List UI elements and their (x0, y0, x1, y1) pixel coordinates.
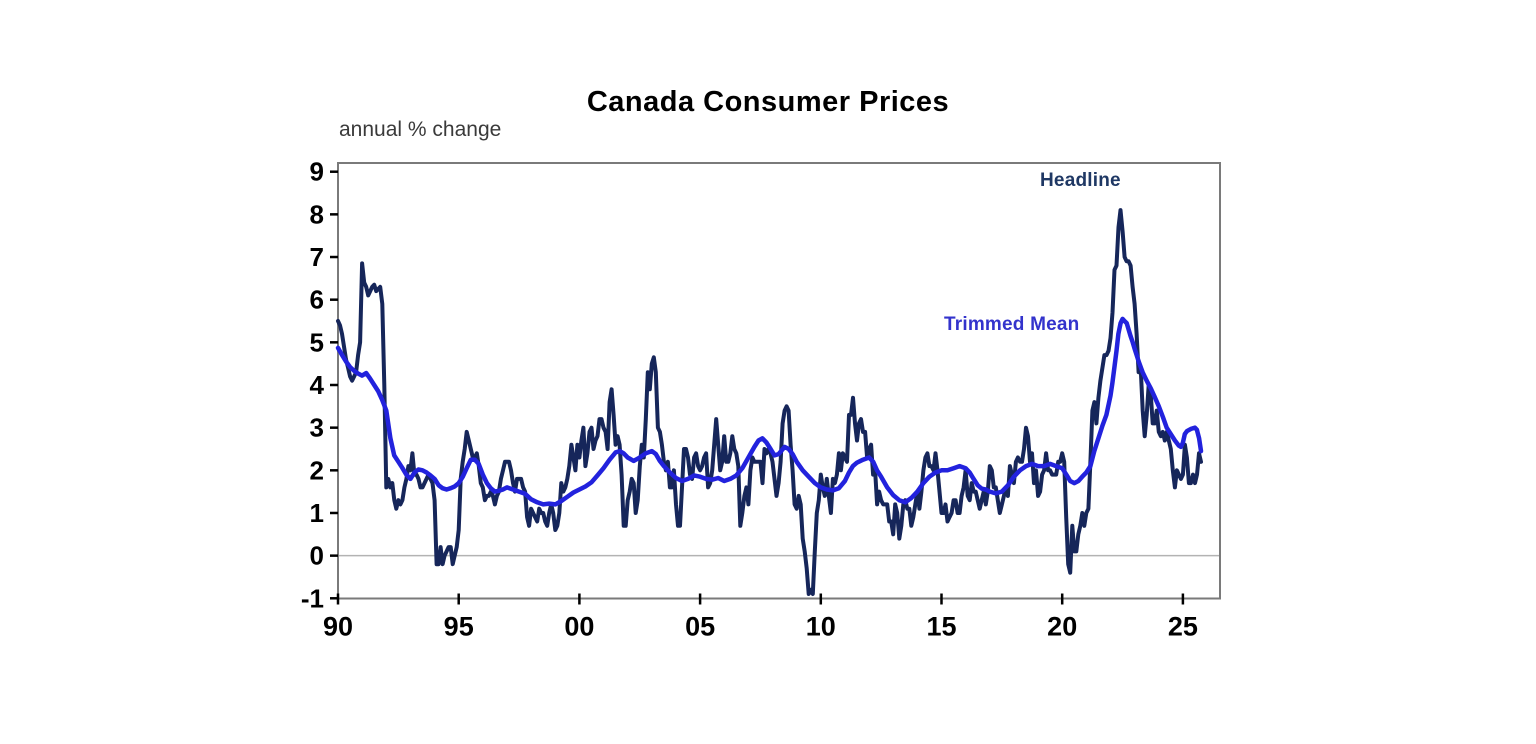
y-tick-label: 5 (309, 327, 324, 358)
x-tick-label: 90 (322, 611, 354, 642)
y-tick-label: 1 (309, 497, 324, 528)
legend-headline-label: Headline (1040, 170, 1121, 191)
y-tick-label: 7 (309, 242, 324, 273)
y-tick-label: 3 (309, 412, 324, 443)
y-tick-label: 0 (309, 540, 324, 571)
y-tick-label: 2 (309, 455, 324, 486)
trimmed-mean-series-line (338, 319, 1201, 505)
plot-frame (338, 163, 1220, 599)
axis-units-label: annual % change (339, 118, 502, 141)
x-tick-label: 00 (564, 611, 595, 642)
x-tick-label: 05 (685, 611, 716, 642)
y-tick-label: 4 (309, 370, 324, 400)
y-tick-label: 6 (309, 284, 324, 315)
y-tick-label: 8 (309, 199, 324, 230)
y-tick-label: -1 (300, 583, 324, 614)
x-tick-label: 95 (443, 611, 474, 642)
x-tick-label: 15 (926, 611, 957, 642)
headline-series-line (338, 210, 1201, 594)
page-title: Canada Consumer Prices (586, 86, 950, 118)
x-tick-label: 20 (1047, 611, 1078, 642)
y-tick-label: 9 (309, 156, 324, 187)
x-tick-label: 25 (1167, 611, 1198, 642)
legend-trimmed-mean-label: Trimmed Mean (944, 314, 1080, 335)
x-tick-label: 10 (805, 611, 836, 642)
